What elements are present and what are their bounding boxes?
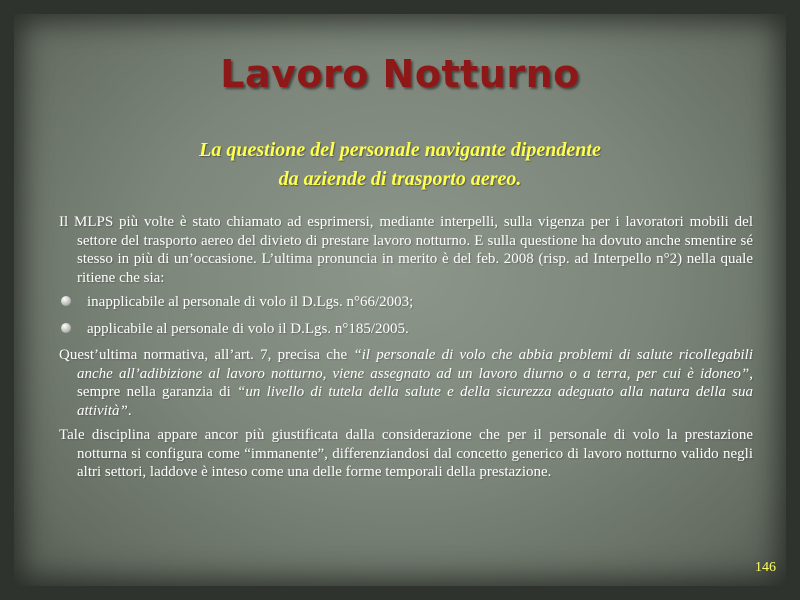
normativa-quote-1: “il personale di volo che abbia problemi di salute ricollegabili anche all’adibizione al lavoro notturno, viene assegnato ad un lavoro diurno o a terra, per cui è idoneo” [77, 347, 753, 382]
normativa-middle: , sempre nella garanzia di [77, 365, 753, 400]
conclusion-paragraph: Tale disciplina appare ancor più giustificata dalla considerazione che per il personale di volo la prestazione notturna si configura come “immanente”, differenziandosi dal concetto generico di lavoro notturno valido negli altri settori, laddove è inteso come una delle forme temporali della prestazione. [59, 427, 753, 480]
bullet-item [59, 320, 753, 339]
subtitle-line-2: da aziende di trasporto aereo. [278, 168, 522, 190]
page-number: 146 [755, 560, 776, 575]
normativa-start: Quest’ultima normativa, all’art. 7, precisa che [59, 347, 354, 363]
normativa-end: . [127, 402, 132, 419]
slide-title: Lavoro Notturno [220, 52, 580, 96]
bullet-item [59, 293, 753, 312]
slide-subtitle [0, 136, 800, 194]
slide-body [59, 213, 753, 488]
subtitle-line-1: La questione del personale navigante dipendente [199, 139, 601, 161]
bullet-icon [61, 296, 71, 306]
intro-paragraph: Il MLPS più volte è stato chiamato ad esprimersi, mediante interpelli, sulla vigenza per i lavoratori mobili del settore del trasporto aereo del divieto di prestare lavoro notturno. E sulla questione ha dovuto anche smentire sé stesso in più di un’occasione. L’ultima pronuncia in merito è del feb. 2008 (risp. ad Interpello n°2) nella quale ritiene che sia: [59, 214, 753, 286]
bullet-text: applicabile al personale di volo il D.Lgs. n°185/2005. [87, 320, 409, 337]
bullet-icon [61, 323, 71, 333]
bullet-text: inapplicabile al personale di volo il D.Lgs. n°66/2003; [87, 294, 414, 310]
normativa-quote-2: “un livello di tutela della salute e della sicurezza adeguato alla natura della sua attività” [77, 384, 753, 419]
normativa-paragraph [59, 346, 753, 420]
